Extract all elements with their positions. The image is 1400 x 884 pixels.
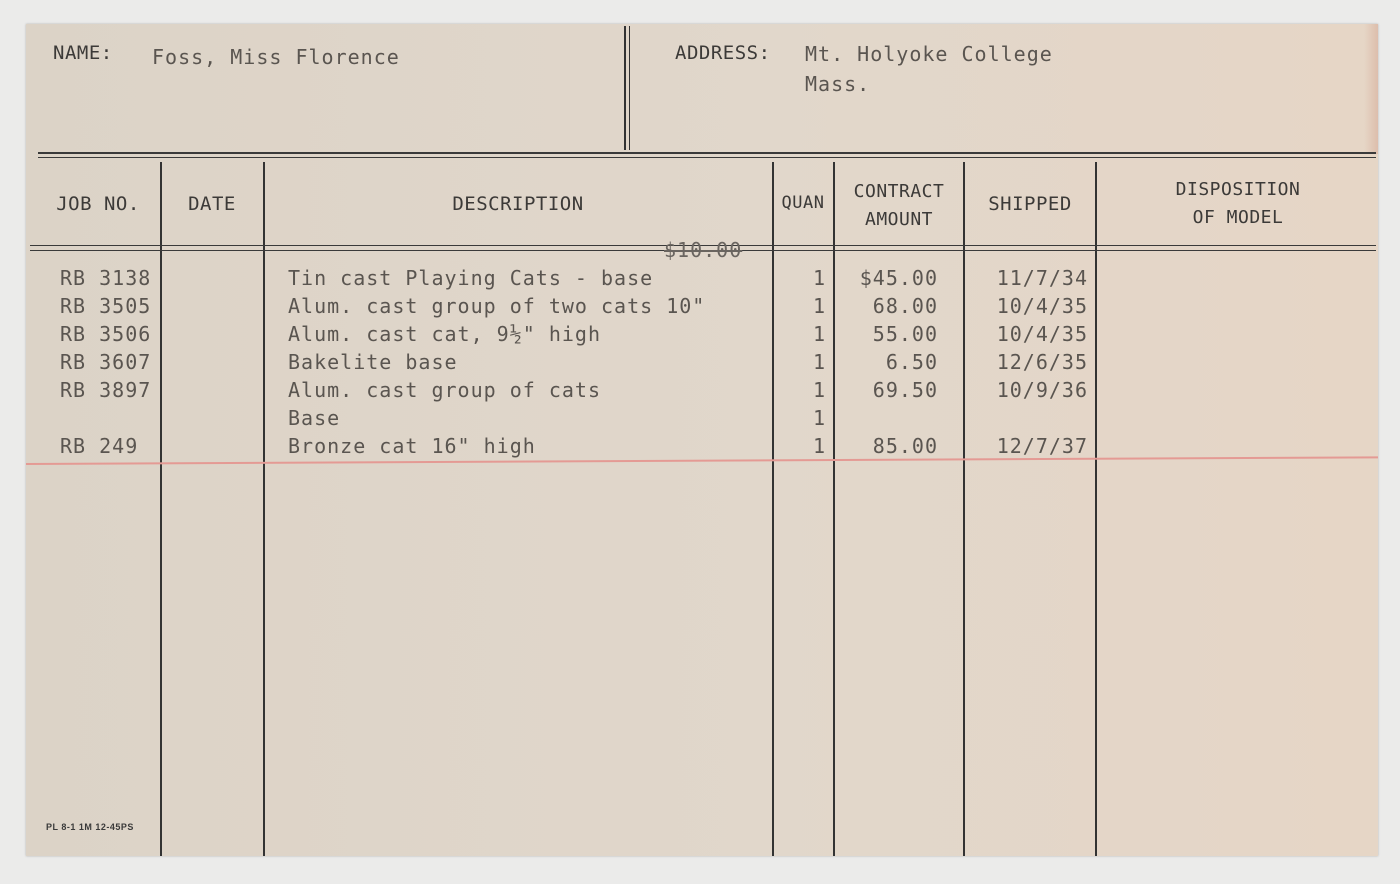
row-description: Alum. cast group of two cats 10": [288, 294, 706, 318]
col-line-disposition: [1095, 162, 1097, 856]
row-shipped: 10/4/35: [996, 322, 1088, 346]
row-quan: 1: [812, 294, 826, 318]
header-divider: [624, 26, 626, 150]
header-rule-bottom: [38, 157, 1376, 158]
row-quan: 1: [812, 434, 826, 458]
row-shipped: 11/7/34: [996, 266, 1088, 290]
row-shipped: 10/4/35: [996, 294, 1088, 318]
row-quan: 1: [812, 266, 826, 290]
row-description: Tin cast Playing Cats - base: [288, 266, 654, 290]
struck-amount: $10.00: [664, 238, 743, 262]
header-rule-top: [38, 152, 1376, 154]
row-contract-amount: 69.50: [872, 378, 938, 402]
col-line-contract: [833, 162, 835, 856]
name-value: Foss, Miss Florence: [152, 45, 400, 69]
address-line-1: Mt. Holyoke College: [805, 42, 1053, 66]
col-header-contract: CONTRACT AMOUNT: [853, 181, 945, 230]
row-quan: 1: [812, 322, 826, 346]
row-quan: 1: [812, 350, 826, 374]
row-description: Alum. cast cat, 9½" high: [288, 322, 601, 346]
name-label: NAME:: [53, 42, 113, 64]
header-divider-2: [629, 26, 630, 150]
col-header-quan: QUAN: [781, 193, 825, 213]
form-code: PL 8-1 1M 12-45PS: [46, 822, 134, 832]
row-description: Base: [288, 406, 341, 430]
col-header-disposition: DISPOSITION OF MODEL: [1175, 179, 1301, 228]
row-description: Bronze cat 16" high: [288, 434, 536, 458]
col-line-description: [263, 162, 265, 856]
address-label: ADDRESS:: [675, 42, 771, 64]
address-line-2: Mass.: [805, 72, 871, 96]
row-job-no: RB 3506: [60, 322, 152, 346]
row-job-no: RB 3505: [60, 294, 152, 318]
col-header-description: DESCRIPTION: [452, 193, 584, 215]
row-job-no: RB 249: [60, 434, 139, 458]
row-description: Alum. cast group of cats: [288, 378, 601, 402]
col-line-quan: [772, 162, 774, 856]
row-contract-amount: 68.00: [872, 294, 938, 318]
row-contract-amount: 85.00: [872, 434, 938, 458]
col-header-shipped: SHIPPED: [988, 193, 1072, 215]
row-job-no: RB 3897: [60, 378, 152, 402]
col-line-date: [160, 162, 162, 856]
row-contract-amount: 6.50: [885, 350, 938, 374]
row-shipped: 10/9/36: [996, 378, 1088, 402]
col-header-date: DATE: [188, 193, 236, 215]
row-quan: 1: [812, 406, 826, 430]
row-quan: 1: [812, 378, 826, 402]
row-contract-amount: 55.00: [872, 322, 938, 346]
col-line-shipped: [963, 162, 965, 856]
row-job-no: RB 3607: [60, 350, 152, 374]
col-header-job: JOB NO.: [56, 193, 140, 215]
row-contract-amount: $45.00: [859, 266, 938, 290]
row-shipped: 12/6/35: [996, 350, 1088, 374]
row-description: Bakelite base: [288, 350, 458, 374]
row-shipped: 12/7/37: [996, 434, 1088, 458]
row-job-no: RB 3138: [60, 266, 152, 290]
